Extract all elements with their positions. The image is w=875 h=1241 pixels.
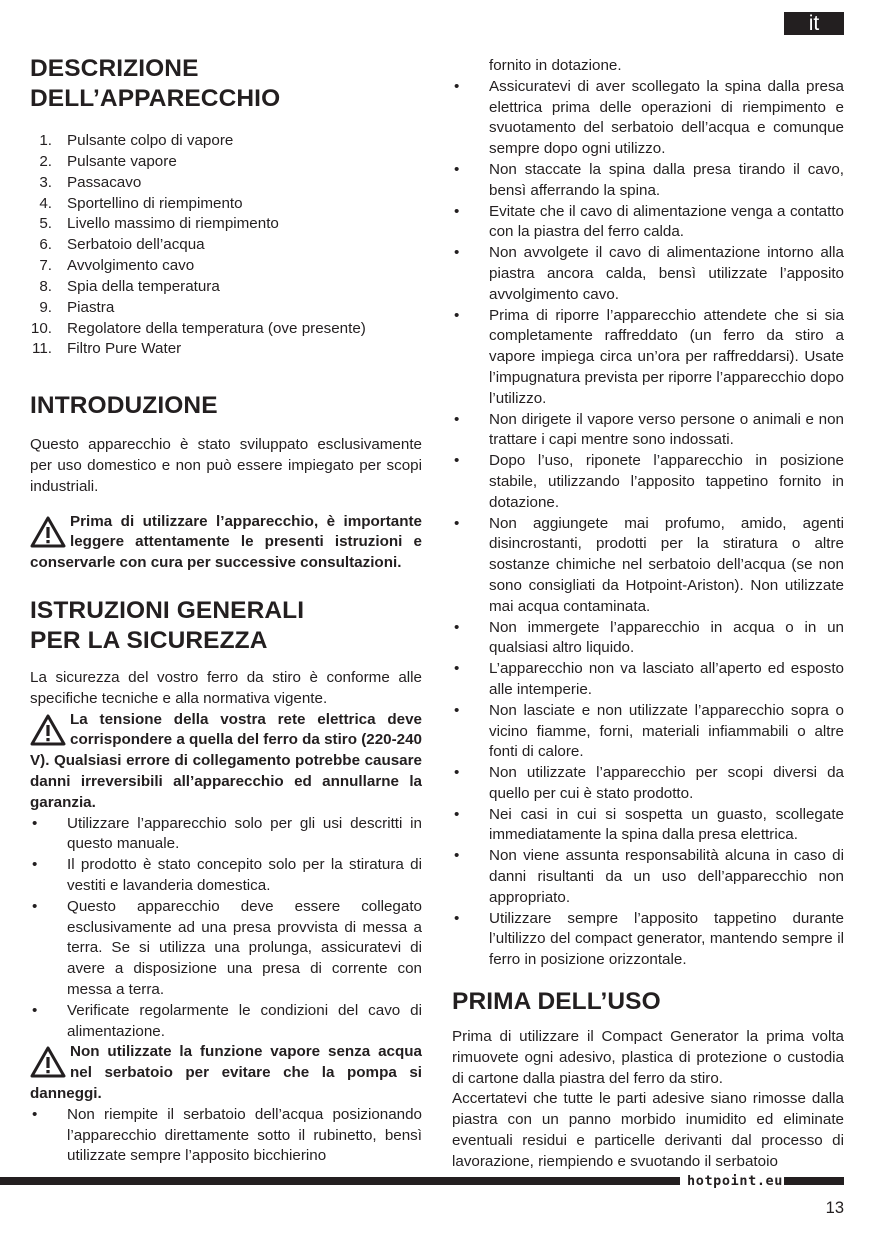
list-item: 4. Sportellino di riempimento [39,194,243,212]
list-item: • Non viene assunta responsabilità alcuna in caso di danni risultanti da un uso dell’apparecchio non appropriato. [452,846,844,908]
list-item: • Non riempite il serbatoio dell’acqua posizionando l’apparecchio direttamente sotto il rubinetto, bensì utilizzate sempre l’apposito bicchierino [30,1105,422,1167]
warning-triangle-icon [30,714,66,746]
list-item: 9. Piastra [39,298,115,316]
footer-rule-left [0,1177,680,1185]
list-item: • Verificate regolarmente le condizioni del cavo di alimentazione. [30,1001,422,1043]
description-title: DESCRIZIONE DELL’APPARECCHIO [30,55,281,112]
safety-bullets-a [30,814,422,1043]
list-item: • Questo apparecchio deve essere collegato esclusivamente ad una presa provvista di messa a terra. Se si utilizza una prolunga, assicuratevi di avere a disposizione una presa di corrente con messa a terra. [30,897,422,1001]
list-item: • Non utilizzate l’apparecchio per scopi diversi da quello per cui è stato prodotto. [452,763,844,805]
before-use-para-2: Accertatevi che tutte le parti adesive siano rimosse dalla piastra con un panno morbido inumidito ed eliminate eventuali residui e particelle derivanti dal processo di lavorazione, riempiendo e svuotando il serbatoio [452,1090,844,1170]
list-item: 11. Filtro Pure Water [32,340,182,358]
list-item: 7. Avvolgimento cavo [39,257,195,275]
list-item: • Utilizzare sempre l’apposito tappetino durante l’ultilizzo del compact generator, mantendo sempre il ferro in posizione orizzontale. [452,909,844,971]
safety-bullets-continued [452,56,844,77]
brand-logo: hotpoint.eu [687,1173,784,1189]
list-item: 1. Pulsante colpo di vapore [39,132,234,149]
list-item: • Non avvolgete il cavo di alimentazione intorno alla piastra ancora calda, bensì utilizzate l’apposito avvolgimento cavo. [452,243,844,305]
safety-bullets-c [452,77,844,971]
left-column [30,54,422,1167]
intro-title: INTRODUZIONE [30,392,218,420]
list-item: 6. Serbatoio dell’acqua [39,236,205,254]
list-item: • Non immergete l’apparecchio in acqua o in un qualsiasi altro liquido. [452,618,844,660]
list-item: • Prima di riporre l’apparecchio attendete che si sia completamente raffreddato (un ferro da stiro a vapore impiega circa un’ora per raffreddarsi). Usate l’impugnatura prevista per riporre l’apparecchio dopo l’utilizzo. [452,306,844,410]
parts-list [30,131,422,360]
safety-bullets-b [30,1105,422,1167]
page-number: 13 [825,1199,844,1217]
list-item: 8. Spia della temperatura [39,277,220,295]
list-item: • Nei casi in cui si sospetta un guasto, scollegate immediatamente la spina dalla presa elettrica. [452,805,844,847]
list-item: 3. Passacavo [39,173,142,191]
list-item: • Evitate che il cavo di alimentazione venga a contatto con la piastra del ferro calda. [452,202,844,244]
language-tag: it [784,12,844,35]
steam-warning: Non utilizzate la funzione vapore senza acqua nel serbatoio per evitare che la pompa si danneggi. [30,1043,422,1102]
list-item: • Non staccate la spina dalla presa tirando il cavo, bensì afferrando la spina. [452,160,844,202]
list-item: • Non dirigete il vapore verso persone o animali e non trattare i capi mentre sono indossati. [452,410,844,452]
list-item: • Non aggiungete mai profumo, amido, agenti disincrostanti, prodotti per la stiratura o altre sostanze chimiche nel serbatoio dell’acqua (se non sono consigliati da Hotpoint-Ariston). Non utilizzate mai acqua contaminata. [452,514,844,618]
list-item: • Utilizzare l’apparecchio solo per gli usi descritti in questo manuale. [30,814,422,856]
list-item: 2. Pulsante vapore [39,152,177,170]
intro-body: Questo apparecchio è stato sviluppato esclusivamente per uso domestico e non può essere impiegato per scopi industriali. [30,436,422,495]
intro-warning: Prima di utilizzare l’apparecchio, è importante leggere attentamente le presenti istruzioni e conservarle con cura per successive consultazioni. [30,512,422,572]
voltage-warning: La tensione della vostra rete elettrica deve corrispondere a quella del ferro da stiro (220-240 V). Qualsiasi errore di collegamento potrebbe causare danni irreversibili all’apparecchio ed annullarne la garanzia. [30,710,422,811]
safety-body: La sicurezza del vostro ferro da stiro è conforme alle specifiche tecniche e alla normativa vigente. [30,669,422,707]
warning-triangle-icon [30,516,66,548]
safety-title: ISTRUZIONI GENERALI PER LA SICUREZZA [30,597,305,655]
before-use-title: PRIMA DELL’USO [452,988,661,1016]
warning-triangle-icon [30,1046,66,1078]
list-item: • L’apparecchio non va lasciato all’aperto ed esposto alle intemperie. [452,659,844,701]
list-item: • Assicuratevi di aver scollegato la spina dalla presa elettrica prima delle operazioni di riempimento e svuotamento del serbatoio dell’acqua e comunque sempre dopo ogni utilizzo. [452,77,844,160]
list-item: 10. Regolatore della temperatura (ove presente) [30,319,366,337]
right-column [452,56,844,1173]
list-item: • Non lasciate e non utilizzate l’apparecchio sopra o vicino fiamme, forni, materiali infiammabili o altre fonti di calore. [452,701,844,763]
before-use-para-1: Prima di utilizzare il Compact Generator la prima volta rimuovete ogni adesivo, plastica di protezione o custodia di cartone dalla piastra del ferro da stiro. [452,1028,844,1087]
footer-rule-right [784,1177,844,1185]
list-item: • Il prodotto è stato concepito solo per la stiratura di vestiti e lavanderia domestica. [30,855,422,897]
list-item: • Dopo l’uso, riponete l’apparecchio in posizione stabile, utilizzando l’apposito tappetino fornito in dotazione. [452,451,844,513]
list-item: 5. Livello massimo di riempimento [39,215,279,233]
list-item-continued: fornito in dotazione. [489,57,622,74]
